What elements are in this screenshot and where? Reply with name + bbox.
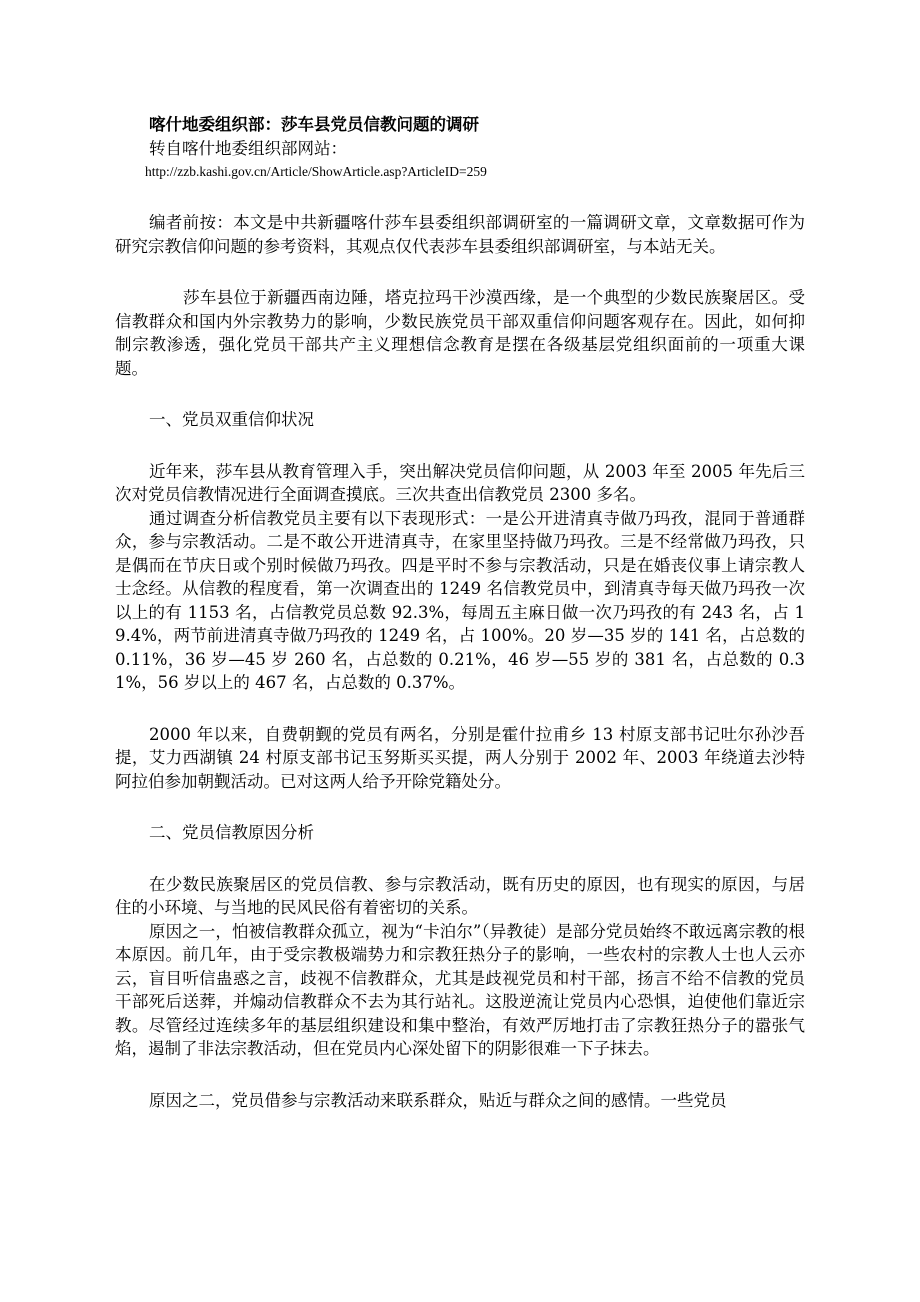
section1-paragraph-1: 近年来，莎车县从教育管理入手，突出解决党员信仰问题，从 2003 年至 2005 年先后三次对党员信教情况进行全面调查摸底。三次共查出信教党员 2300 多名。 bbox=[115, 461, 805, 504]
spacer bbox=[115, 183, 805, 211]
article-title: 喀什地委组织部：莎车县党员信教问题的调研 bbox=[149, 115, 479, 134]
section-heading-1: 一、党员双重信仰状况 bbox=[149, 410, 314, 429]
intro-paragraph: 莎车县位于新疆西南边陲，塔克拉玛干沙漠西缘，是一个典型的少数民族聚居区。受信教群众和国内外宗教势力的影响，少数民族党员干部双重信仰问题客观存在。因此，如何抑制宗教渗透，强化党员干部共产主义理想信念教育是摆在各级基层党组织面前的一项重大课题。 bbox=[115, 288, 805, 378]
spacer bbox=[115, 1061, 805, 1089]
section2-paragraph-2: 原因之一，怕被信教群众孤立，视为“卡泊尔”（异教徒）是部分党员始终不敢远离宗教的根本原因。前几年，由于受宗教极端势力和宗教狂热分子的影响，一些农村的宗教人士也人云亦云，盲目听信蛊惑之言，歧视不信教群众，尤其是歧视党员和村干部，扬言不给不信教的党员干部死后送葬，并煽动信教群众不去为其行站礼。这股逆流让党员内心恐惧，迫使他们靠近宗教。尽管经过连续多年的基层组织建设和集中整治，有效严厉地打击了宗教狂热分子的嚣张气焰，遏制了非法宗教活动，但在党员内心深处留下的阴影很难一下子抹去。 bbox=[115, 921, 805, 1058]
section2-paragraph-3: 原因之二，党员借参与宗教活动来联系群众，贴近与群众之间的感情。一些党员 bbox=[149, 1090, 727, 1110]
spacer bbox=[115, 258, 805, 286]
spacer bbox=[115, 380, 805, 408]
source-url: http://zzb.kashi.gov.cn/Article/ShowArticle.asp?ArticleID=259 bbox=[145, 164, 487, 179]
section1-paragraph-2: 通过调查分析信教党员主要有以下表现形式：一是公开进清真寺做乃玛孜，混同于普通群众，参与宗教活动。二是不敢公开进清真寺，在家里坚持做乃玛孜。三是不经常做乃玛孜，只是偶而在节庆日或个别时候做乃玛孜。四是平时不参与宗教活动，只是在婚丧仪事上请宗教人士念经。从信教的程度看，第一次调查出的 1249 名信教党员中，到清真寺每天做乃玛孜一次以上的有 1153 名，占信教党员总数 92.3%，每周五主麻日做一次乃玛孜的有 243 名，占 19.4%，两节前进清真寺做乃玛孜的 1249 名，占 100%。20 岁—35 岁的 141 名，占总数的 0.11%，36 岁—45 岁 260 名，占总数的 0.21%，46 岁—55 岁的 381 名，占总数的 0.31%，56 岁以上的 467 名，占总数的 0.37%。 bbox=[115, 508, 805, 692]
editor-note-paragraph: 编者前按：本文是中共新疆喀什莎车县委组织部调研室的一篇调研文章，文章数据可作为研究宗教信仰问题的参考资料，其观点仅代表莎车县委组织部调研室，与本站无关。 bbox=[115, 213, 805, 256]
spacer bbox=[115, 793, 805, 821]
section1-paragraph-3: 2000 年以来，自费朝觐的党员有两名，分别是霍什拉甫乡 13 村原支部书记吐尔孙沙吾提，艾力西湖镇 24 村原支部书记玉努斯买买提，两人分别于 2002 年、2003 年绕道去沙特阿拉伯参加朝觐活动。已对这两人给予开除党籍处分。 bbox=[115, 724, 805, 791]
article-body bbox=[115, 113, 805, 1112]
spacer bbox=[115, 432, 805, 460]
spacer bbox=[115, 845, 805, 873]
source-label: 转自喀什地委组织部网站： bbox=[149, 139, 347, 158]
section2-paragraph-1: 在少数民族聚居区的党员信教、参与宗教活动，既有历史的原因，也有现实的原因，与居住的小环境、与当地的民风民俗有着密切的关系。 bbox=[115, 874, 805, 917]
spacer bbox=[115, 695, 805, 723]
section-heading-2: 二、党员信教原因分析 bbox=[149, 823, 314, 842]
